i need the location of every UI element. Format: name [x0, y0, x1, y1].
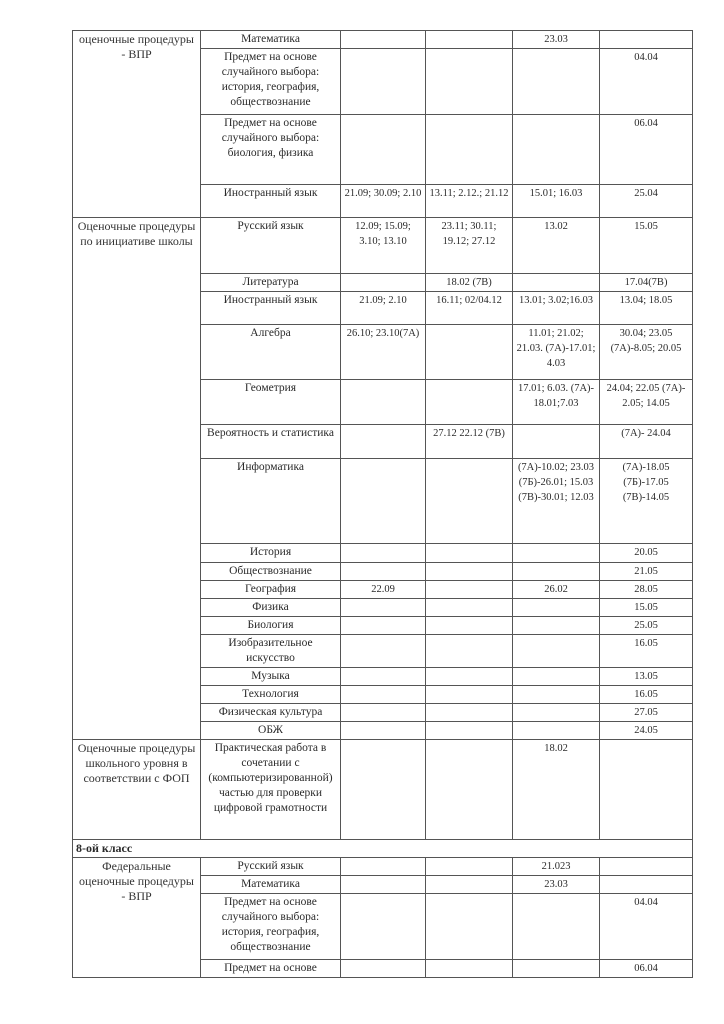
date-cell-c1: [341, 722, 426, 740]
date-cell-c3: [513, 599, 600, 617]
date-cell-c4: (7А)-18.05 (7Б)-17.05 (7В)-14.05: [600, 459, 693, 544]
section-header-row: [73, 840, 693, 858]
date-cell-c4: 25.04: [600, 185, 693, 218]
subject-cell: Предмет на основе случайного выбора: история, география, обществознание: [201, 894, 341, 960]
subject-cell: Математика: [201, 876, 341, 894]
subject-cell: Информатика: [201, 459, 341, 544]
date-cell-c4: (7А)- 24.04: [600, 425, 693, 459]
date-cell-c1: 26.10; 23.10(7А): [341, 325, 426, 380]
date-cell-c1: 22.09: [341, 581, 426, 599]
date-cell-c2: [426, 704, 513, 722]
subject-cell: Технология: [201, 686, 341, 704]
subject-cell: Иностранный язык: [201, 185, 341, 218]
subject-cell: Изобразительное искусство: [201, 635, 341, 668]
subject-cell: Музыка: [201, 668, 341, 686]
date-cell-c4: 13.04; 18.05: [600, 292, 693, 325]
date-cell-c4: 04.04: [600, 49, 693, 115]
date-cell-c2: [426, 740, 513, 840]
table-row: [73, 858, 693, 876]
date-cell-c4: [600, 876, 693, 894]
date-cell-c2: [426, 49, 513, 115]
date-cell-c3: 13.01; 3.02;16.03: [513, 292, 600, 325]
date-cell-c3: [513, 894, 600, 960]
date-cell-c3: [513, 704, 600, 722]
date-cell-c2: 23.11; 30.11; 19.12; 27.12: [426, 218, 513, 274]
date-cell-c3: [513, 274, 600, 292]
date-cell-c2: 13.11; 2.12.; 21.12: [426, 185, 513, 218]
date-cell-c1: [341, 617, 426, 635]
subject-cell: Литература: [201, 274, 341, 292]
date-cell-c3: 11.01; 21.02; 21.03. (7А)-17.01; 4.03: [513, 325, 600, 380]
date-cell-c4: 06.04: [600, 960, 693, 978]
date-cell-c3: 23.03: [513, 876, 600, 894]
schedule-body: [73, 31, 693, 978]
date-cell-c2: [426, 858, 513, 876]
date-cell-c2: 18.02 (7В): [426, 274, 513, 292]
subject-cell: Практическая работа в сочетании с (компьютеризированной) частью для проверки цифровой грамотности: [201, 740, 341, 840]
date-cell-c2: [426, 459, 513, 544]
subject-cell: Физика: [201, 599, 341, 617]
subject-cell: Предмет на основе случайного выбора: биология, физика: [201, 115, 341, 185]
subject-cell: Русский язык: [201, 218, 341, 274]
date-cell-c1: [341, 544, 426, 563]
date-cell-c3: [513, 49, 600, 115]
subject-cell: География: [201, 581, 341, 599]
date-cell-c3: 18.02: [513, 740, 600, 840]
date-cell-c1: [341, 563, 426, 581]
date-cell-c1: [341, 49, 426, 115]
date-cell-c2: [426, 686, 513, 704]
subject-cell: Предмет на основе: [201, 960, 341, 978]
date-cell-c3: [513, 115, 600, 185]
date-cell-c4: 24.05: [600, 722, 693, 740]
date-cell-c3: [513, 544, 600, 563]
date-cell-c3: [513, 635, 600, 668]
date-cell-c2: [426, 115, 513, 185]
group-label-cell: оценочные процедуры - ВПР: [73, 31, 201, 218]
assessment-schedule-table: [72, 30, 693, 978]
date-cell-c3: 26.02: [513, 581, 600, 599]
subject-cell: Вероятность и статистика: [201, 425, 341, 459]
subject-cell: Русский язык: [201, 858, 341, 876]
date-cell-c1: [341, 740, 426, 840]
date-cell-c4: [600, 858, 693, 876]
date-cell-c2: [426, 31, 513, 49]
date-cell-c1: [341, 876, 426, 894]
date-cell-c3: 13.02: [513, 218, 600, 274]
date-cell-c2: [426, 668, 513, 686]
date-cell-c1: [341, 274, 426, 292]
date-cell-c3: [513, 686, 600, 704]
subject-cell: Биология: [201, 617, 341, 635]
date-cell-c2: [426, 563, 513, 581]
date-cell-c1: [341, 635, 426, 668]
date-cell-c3: [513, 722, 600, 740]
date-cell-c3: [513, 960, 600, 978]
date-cell-c4: 04.04: [600, 894, 693, 960]
date-cell-c4: 15.05: [600, 218, 693, 274]
date-cell-c1: [341, 380, 426, 425]
group-label-cell: Оценочные процедуры по инициативе школы: [73, 218, 201, 740]
date-cell-c1: [341, 459, 426, 544]
date-cell-c1: 21.09; 30.09; 2.10: [341, 185, 426, 218]
date-cell-c4: [600, 31, 693, 49]
date-cell-c4: 27.05: [600, 704, 693, 722]
date-cell-c4: 16.05: [600, 686, 693, 704]
subject-cell: Иностранный язык: [201, 292, 341, 325]
date-cell-c2: 16.11; 02/04.12: [426, 292, 513, 325]
date-cell-c3: [513, 668, 600, 686]
date-cell-c4: 06.04: [600, 115, 693, 185]
date-cell-c3: [513, 617, 600, 635]
date-cell-c2: [426, 894, 513, 960]
date-cell-c1: 21.09; 2.10: [341, 292, 426, 325]
date-cell-c4: 28.05: [600, 581, 693, 599]
date-cell-c1: [341, 858, 426, 876]
date-cell-c4: 16.05: [600, 635, 693, 668]
date-cell-c3: [513, 563, 600, 581]
table-row: [73, 218, 693, 274]
group-label-cell: Федеральные оценочные процедуры - ВПР: [73, 858, 201, 978]
date-cell-c4: 30.04; 23.05 (7А)-8.05; 20.05: [600, 325, 693, 380]
date-cell-c3: 23.03: [513, 31, 600, 49]
group-label-cell: Оценочные процедуры школьного уровня в соответствии с ФОП: [73, 740, 201, 840]
date-cell-c2: [426, 960, 513, 978]
date-cell-c2: [426, 544, 513, 563]
date-cell-c4: 17.04(7В): [600, 274, 693, 292]
date-cell-c1: [341, 668, 426, 686]
table-row: [73, 31, 693, 49]
date-cell-c1: 12.09; 15.09; 3.10; 13.10: [341, 218, 426, 274]
date-cell-c1: [341, 960, 426, 978]
date-cell-c1: [341, 704, 426, 722]
subject-cell: История: [201, 544, 341, 563]
date-cell-c2: [426, 617, 513, 635]
date-cell-c2: [426, 635, 513, 668]
date-cell-c1: [341, 686, 426, 704]
date-cell-c1: [341, 894, 426, 960]
subject-cell: ОБЖ: [201, 722, 341, 740]
date-cell-c2: [426, 325, 513, 380]
section-title: 8-ой класс: [73, 840, 693, 858]
subject-cell: Математика: [201, 31, 341, 49]
subject-cell: Предмет на основе случайного выбора: история, география, обществознание: [201, 49, 341, 115]
date-cell-c4: 15.05: [600, 599, 693, 617]
date-cell-c3: 15.01; 16.03: [513, 185, 600, 218]
date-cell-c3: 21.023: [513, 858, 600, 876]
date-cell-c3: 17.01; 6.03. (7А)- 18.01;7.03: [513, 380, 600, 425]
date-cell-c2: [426, 581, 513, 599]
date-cell-c3: [513, 425, 600, 459]
subject-cell: Алгебра: [201, 325, 341, 380]
date-cell-c4: 24.04; 22.05 (7А)- 2.05; 14.05: [600, 380, 693, 425]
date-cell-c4: 21.05: [600, 563, 693, 581]
date-cell-c2: [426, 876, 513, 894]
date-cell-c2: [426, 722, 513, 740]
date-cell-c4: 25.05: [600, 617, 693, 635]
subject-cell: Физическая культура: [201, 704, 341, 722]
date-cell-c1: [341, 115, 426, 185]
date-cell-c2: 27.12 22.12 (7В): [426, 425, 513, 459]
date-cell-c1: [341, 425, 426, 459]
subject-cell: Обществознание: [201, 563, 341, 581]
table-row: [73, 740, 693, 840]
date-cell-c1: [341, 599, 426, 617]
date-cell-c2: [426, 599, 513, 617]
date-cell-c2: [426, 380, 513, 425]
date-cell-c4: 13.05: [600, 668, 693, 686]
date-cell-c4: 20.05: [600, 544, 693, 563]
date-cell-c3: (7А)-10.02; 23.03 (7Б)-26.01; 15.03 (7В)-30.01; 12.03: [513, 459, 600, 544]
date-cell-c4: [600, 740, 693, 840]
date-cell-c1: [341, 31, 426, 49]
subject-cell: Геометрия: [201, 380, 341, 425]
